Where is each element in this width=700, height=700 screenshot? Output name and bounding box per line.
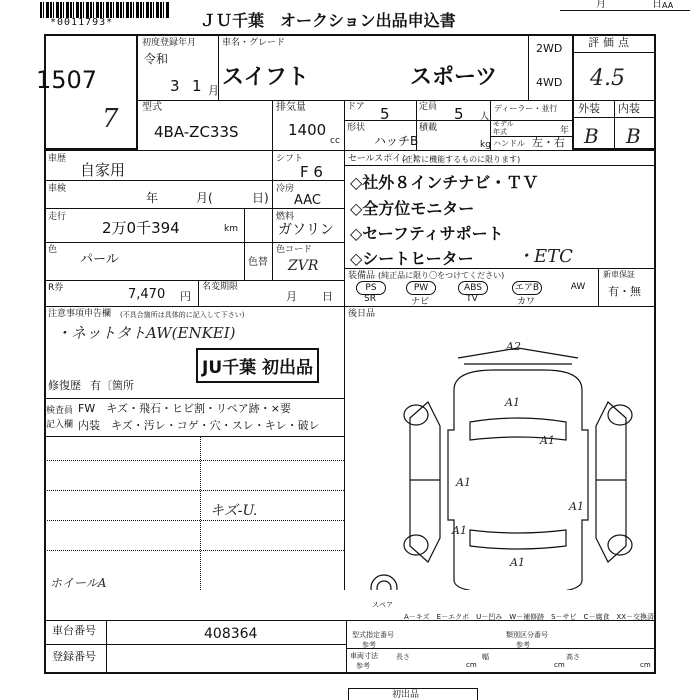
body-shape-label: 形状 bbox=[347, 123, 366, 133]
barcode-number: *0011793* bbox=[50, 17, 114, 28]
inspection-month-label: 月( bbox=[196, 191, 213, 205]
inspector-label-1: 検査員 bbox=[46, 406, 74, 416]
history-value: 自家用 bbox=[80, 161, 126, 179]
damage-mark-a1-roof: A1 bbox=[505, 396, 520, 409]
width-unit: cm bbox=[554, 661, 565, 669]
model-year-unit: 年 bbox=[560, 126, 570, 136]
spare-label: スペア bbox=[372, 601, 393, 609]
equipment-navi: ナビ bbox=[410, 297, 429, 307]
displacement-value: 1400 bbox=[288, 121, 327, 139]
damage-mark-a1-rear: A1 bbox=[510, 556, 525, 569]
first-registration-era: 令和 bbox=[144, 52, 169, 66]
displacement-label: 排気量 bbox=[276, 102, 306, 113]
color-change-label: 色替 bbox=[248, 257, 268, 268]
chassis-value: 408364 bbox=[204, 626, 258, 642]
selling-point-1: ◇社外８インチナビ・ＴＶ bbox=[350, 173, 539, 192]
inspector-note-1: キズ-U. bbox=[210, 503, 258, 519]
lot-handwritten: 7 bbox=[102, 104, 119, 134]
fuel-label: 燃料 bbox=[276, 212, 295, 222]
name-change-label: 名変期限 bbox=[202, 282, 239, 292]
first-registration-month: 1 bbox=[192, 77, 202, 95]
damage-mark-a2: A2 bbox=[506, 340, 521, 353]
category-label: 類別区分番号 bbox=[506, 631, 548, 639]
load-unit: kg bbox=[480, 140, 491, 150]
notes-sub: (不具合箇所は具体的に記入して下さい) bbox=[120, 311, 245, 319]
interior-grade: B bbox=[626, 124, 641, 148]
equipment-pw: PW bbox=[406, 281, 436, 295]
height-unit: cm bbox=[640, 661, 651, 669]
selling-points-label: セールスポイント bbox=[348, 154, 420, 164]
load-label: 積載 bbox=[419, 123, 438, 133]
dims-label: 車両寸法 bbox=[350, 652, 378, 660]
exterior-grade: B bbox=[584, 124, 599, 148]
repair-label: 修復歴 bbox=[48, 379, 81, 392]
mileage-value: 2万0千394 bbox=[102, 219, 180, 237]
equipment-tv: TV bbox=[466, 294, 478, 304]
mileage-label: 走行 bbox=[48, 212, 67, 222]
doors-label: ドア bbox=[347, 102, 365, 112]
bottom-label: 初出品 bbox=[392, 690, 420, 700]
model-label: 型式 bbox=[142, 102, 162, 113]
body-shape-value: ハッチB bbox=[374, 134, 419, 148]
displacement-unit: cc bbox=[330, 136, 340, 146]
header-day-label: 日 bbox=[652, 0, 662, 10]
history-label: 車歴 bbox=[48, 154, 67, 164]
chassis-label: 車台番号 bbox=[52, 624, 96, 637]
dealer-label: ディーラー・並行 bbox=[494, 104, 558, 113]
shift-value: F 6 bbox=[300, 163, 323, 181]
fuel-value: ガソリン bbox=[278, 222, 334, 238]
grade-points-label: 評価点 bbox=[588, 36, 633, 49]
inspector-line-1: FW キズ・飛石・ヒビ割・リペア跡・×要 bbox=[78, 402, 291, 415]
color-label: 色 bbox=[48, 245, 58, 255]
capacity-unit: 人 bbox=[480, 112, 490, 122]
equipment-aw: AW bbox=[570, 282, 586, 292]
name-change-month: 月 bbox=[286, 290, 297, 303]
recycle-unit: 円 bbox=[180, 290, 191, 303]
length-label: 長さ bbox=[396, 653, 410, 661]
barcode bbox=[40, 2, 170, 18]
color-code-value: ZVR bbox=[288, 258, 319, 274]
first-registration-year: 3 bbox=[170, 77, 180, 95]
after-day-label: 後日品 bbox=[348, 309, 376, 319]
car-name-label: 車名・グレード bbox=[222, 38, 286, 48]
aircon-value: AAC bbox=[294, 193, 321, 208]
damage-mark-a1-left: A1 bbox=[456, 476, 471, 489]
category-ref: 参考 bbox=[516, 641, 530, 649]
aircon-label: 冷房 bbox=[276, 184, 295, 194]
interior-label: 内装 bbox=[618, 102, 640, 115]
equipment-sr: SR bbox=[364, 294, 376, 304]
equipment-abs: ABS bbox=[458, 281, 488, 295]
new-car-warranty-value: 有・無 bbox=[608, 285, 641, 298]
width-label: 幅 bbox=[482, 653, 489, 661]
recycle-label: R券 bbox=[48, 283, 64, 293]
equipment-ps: PS bbox=[356, 281, 386, 295]
stamp: JU千葉 初出品 bbox=[196, 348, 319, 383]
handle-label: ハンドル bbox=[493, 139, 525, 148]
equipment-label: 装備品 bbox=[348, 271, 376, 281]
form-title: ＪＵ千葉 オークション出品申込書 bbox=[200, 11, 456, 30]
damage-mark-a1-side: A1 bbox=[452, 524, 467, 537]
exterior-label: 外装 bbox=[578, 102, 600, 115]
shift-label: シフト bbox=[276, 154, 304, 164]
damage-mark-a1-right: A1 bbox=[569, 500, 584, 513]
inspector-note-2: ホイールA bbox=[50, 576, 107, 590]
first-registration-month-unit: 月 bbox=[208, 84, 219, 97]
selling-point-extra: ・ETC bbox=[516, 246, 573, 267]
header-month-label: 月 bbox=[596, 0, 606, 10]
drive-4wd: 4WD bbox=[536, 76, 563, 89]
handle-value: 左・右 bbox=[532, 136, 565, 149]
grade-points-value: 4.5 bbox=[590, 66, 625, 91]
dims-ref: 参考 bbox=[356, 662, 370, 670]
repair-value: 有〔箇所 bbox=[90, 379, 134, 392]
model-spec-ref: 参考 bbox=[362, 641, 376, 649]
length-unit: cm bbox=[466, 661, 477, 669]
equipment-leather: カワ bbox=[516, 297, 535, 307]
selling-point-4: ◇シートヒーター bbox=[350, 249, 474, 268]
equipment-airbag: エアB bbox=[512, 281, 542, 295]
name-change-day: 日 bbox=[322, 290, 333, 303]
notes-label: 注意事項申告欄 bbox=[48, 309, 112, 319]
first-registration-label: 初度登録年月 bbox=[142, 38, 197, 48]
capacity-value: 5 bbox=[454, 105, 464, 123]
color-value: パール bbox=[80, 252, 119, 267]
model-spec-label: 型式指定番号 bbox=[352, 631, 394, 639]
color-code-label: 色コード bbox=[276, 245, 313, 255]
registration-number-label: 登録番号 bbox=[52, 650, 96, 663]
car-grade: スポーツ bbox=[410, 65, 498, 90]
capacity-label: 定員 bbox=[419, 102, 438, 112]
drive-2wd: 2WD bbox=[536, 42, 563, 55]
selling-point-2: ◇全方位モニター bbox=[350, 199, 475, 218]
model-year-label: モデル年式 bbox=[493, 120, 514, 136]
inspector-line-2: 内装 キズ・汚レ・コゲ・穴・スレ・キレ・破レ bbox=[78, 419, 320, 432]
doors-value: 5 bbox=[380, 105, 390, 123]
mileage-unit: km bbox=[224, 224, 238, 234]
inspection-day-label: 日) bbox=[252, 191, 269, 205]
car-damage-diagram bbox=[344, 330, 656, 590]
inspection-label: 車検 bbox=[48, 184, 67, 194]
selling-point-3: ◇セーフティサポート bbox=[350, 224, 504, 243]
header-aa-label: AA bbox=[662, 1, 674, 10]
equipment-sub: (純正品に限り〇をつけてください) bbox=[378, 271, 505, 280]
damage-mark-a1-hood: A1 bbox=[540, 434, 555, 447]
lot-number: 1507 bbox=[36, 66, 98, 94]
damage-legend: A－キズ E－エクボ U－凹み W－補修跡 S－サビ C－腐食 XX－交換済 bbox=[404, 613, 655, 621]
inspection-year-label: 年 bbox=[146, 191, 159, 205]
notes-entry: ・ネットタトAW(ENKEI) bbox=[56, 324, 236, 342]
new-car-warranty-label: 新車保証 bbox=[603, 270, 635, 279]
recycle-value: 7,470 bbox=[128, 287, 166, 302]
height-label: 高さ bbox=[566, 653, 580, 661]
selling-points-sub: (正常に機能するものに限ります) bbox=[402, 155, 521, 164]
inspector-label-2: 記入欄 bbox=[46, 420, 74, 430]
model-value: 4BA-ZC33S bbox=[154, 123, 239, 141]
car-name: スイフト bbox=[222, 65, 309, 90]
